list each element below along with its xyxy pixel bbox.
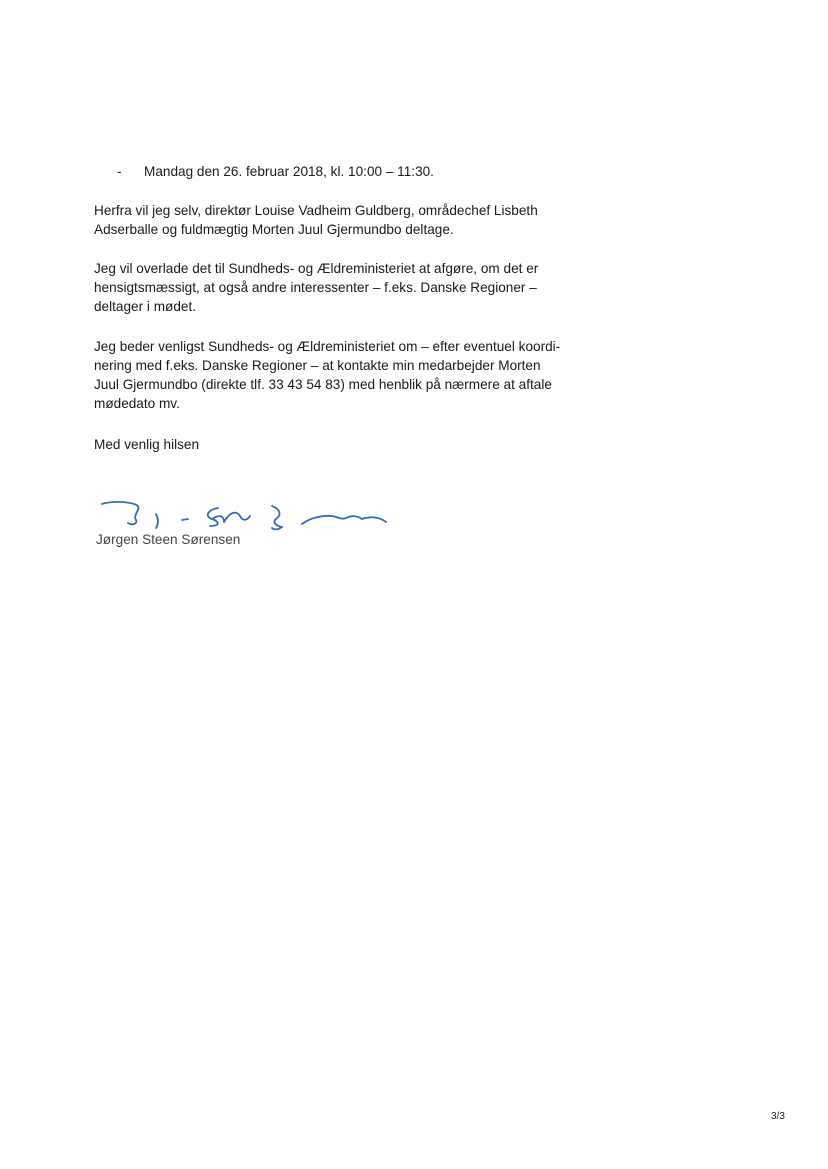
signer-name: Jørgen Steen Sørensen (96, 532, 241, 547)
paragraph-participants: Herfra vil jeg selv, direktør Louise Vadheim Guldberg, områdechef Lisbeth Adserballe og fuldmægtig Morten Juul Gjermundbo deltage. (94, 203, 538, 237)
bullet-text: Mandag den 26. februar 2018, kl. 10:00 – 11:30. (144, 164, 434, 179)
paragraph-contact-request: Jeg beder venligst Sundheds- og Ældreministeriet om – efter eventuel koordi- nering med f.eks. Danske Regioner – at kontakte min medarbejder Morten Juul Gjermundbo (direkte tlf. 33 43 54 83) med henblik på nærmere at aftale mødedato mv. (94, 339, 561, 411)
bullet-marker: - (117, 164, 122, 179)
paragraph-other-stakeholders: Jeg vil overlade det til Sundheds- og Ældreministeriet at afgøre, om det er hensigtsmæssigt, at også andre interessenter – f.eks. Danske Regioner – deltager i mødet. (94, 261, 539, 314)
closing-greeting: Med venlig hilsen (94, 437, 200, 452)
page-number: 3/3 (771, 1111, 785, 1122)
meeting-date-bullet (117, 162, 434, 181)
